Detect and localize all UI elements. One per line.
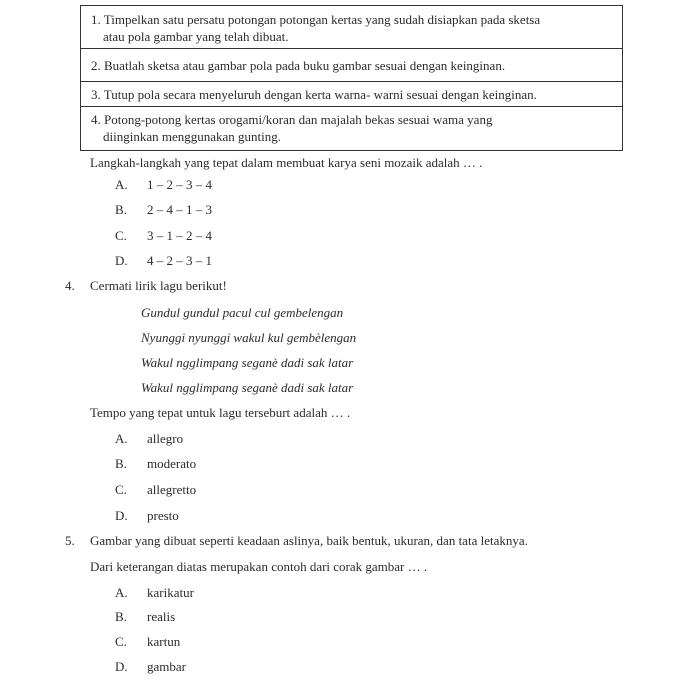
step-1-line-2: atau pola gambar yang telah dibuat. — [103, 29, 289, 44]
step-1-line-1: 1. Timpelkan satu persatu potongan potongan kertas yang sudah disiapkan pada sketsa — [91, 12, 541, 27]
option-text: allegro — [147, 431, 184, 446]
q5-question: Dari keterangan diatas merupakan contoh dari corak gambar … . — [90, 559, 428, 574]
option-text: 1 – 2 – 3 – 4 — [147, 177, 212, 192]
q4-number: 4. — [65, 278, 75, 293]
q5-number: 5. — [65, 533, 75, 548]
option-text: moderato — [147, 456, 197, 471]
step-4-line-2: diinginkan menggunakan gunting. — [103, 129, 282, 144]
option-letter: A. — [115, 177, 128, 192]
steps-table — [80, 5, 623, 151]
option-letter: D. — [115, 253, 128, 268]
lyric-line-4: Wakul ngglimpang seganè dadi sak latar — [141, 380, 354, 395]
step-4-line-1: 4. Potong-potong kertas orogami/koran dan majalah bekas sesuai wama yang — [91, 112, 493, 127]
option-letter: C. — [115, 482, 127, 497]
option-letter: D. — [115, 659, 128, 674]
option-letter: C. — [115, 634, 127, 649]
option-text: kartun — [147, 634, 181, 649]
option-letter: A. — [115, 585, 128, 600]
step-2 — [81, 49, 622, 82]
option-letter: B. — [115, 456, 127, 471]
option-letter: B. — [115, 609, 127, 624]
step-3 — [81, 82, 622, 107]
option-text: realis — [147, 609, 176, 624]
q5-statement: Gambar yang dibuat seperti keadaan aslinya, baik bentuk, ukuran, dan tata letaknya. — [90, 533, 528, 548]
step-4 — [81, 107, 622, 151]
option-letter: A. — [115, 431, 128, 446]
step-3-line-1: 3. Tutup pola secara menyeluruh dengan kerta warna- warni sesuai dengan keinginan. — [91, 87, 537, 102]
option-letter: D. — [115, 508, 128, 523]
q4-intro: Cermati lirik lagu berikut! — [90, 278, 227, 293]
option-text: 3 – 1 – 2 – 4 — [147, 228, 212, 243]
option-text: 2 – 4 – 1 – 3 — [147, 202, 212, 217]
q3-question: Langkah-langkah yang tepat dalam membuat karya seni mozaik adalah … . — [90, 155, 483, 170]
option-text: gambar — [147, 659, 186, 674]
option-text: 4 – 2 – 3 – 1 — [147, 253, 212, 268]
q4-question: Tempo yang tepat untuk lagu terseburt adalah … . — [90, 405, 351, 420]
option-text: karikatur — [147, 585, 194, 600]
option-text: allegretto — [147, 482, 197, 497]
step-2-line-1: 2. Buatlah sketsa atau gambar pola pada buku gambar sesuai dengan keinginan. — [91, 58, 506, 73]
step-1 — [81, 6, 622, 49]
option-letter: B. — [115, 202, 127, 217]
lyric-line-3: Wakul ngglimpang seganè dadi sak latar — [141, 355, 354, 370]
lyric-line-2: Nyunggi nyunggi wakul kul gembèlengan — [141, 330, 357, 345]
option-letter: C. — [115, 228, 127, 243]
option-text: presto — [147, 508, 179, 523]
lyric-line-1: Gundul gundul pacul cul gembelengan — [141, 305, 344, 320]
